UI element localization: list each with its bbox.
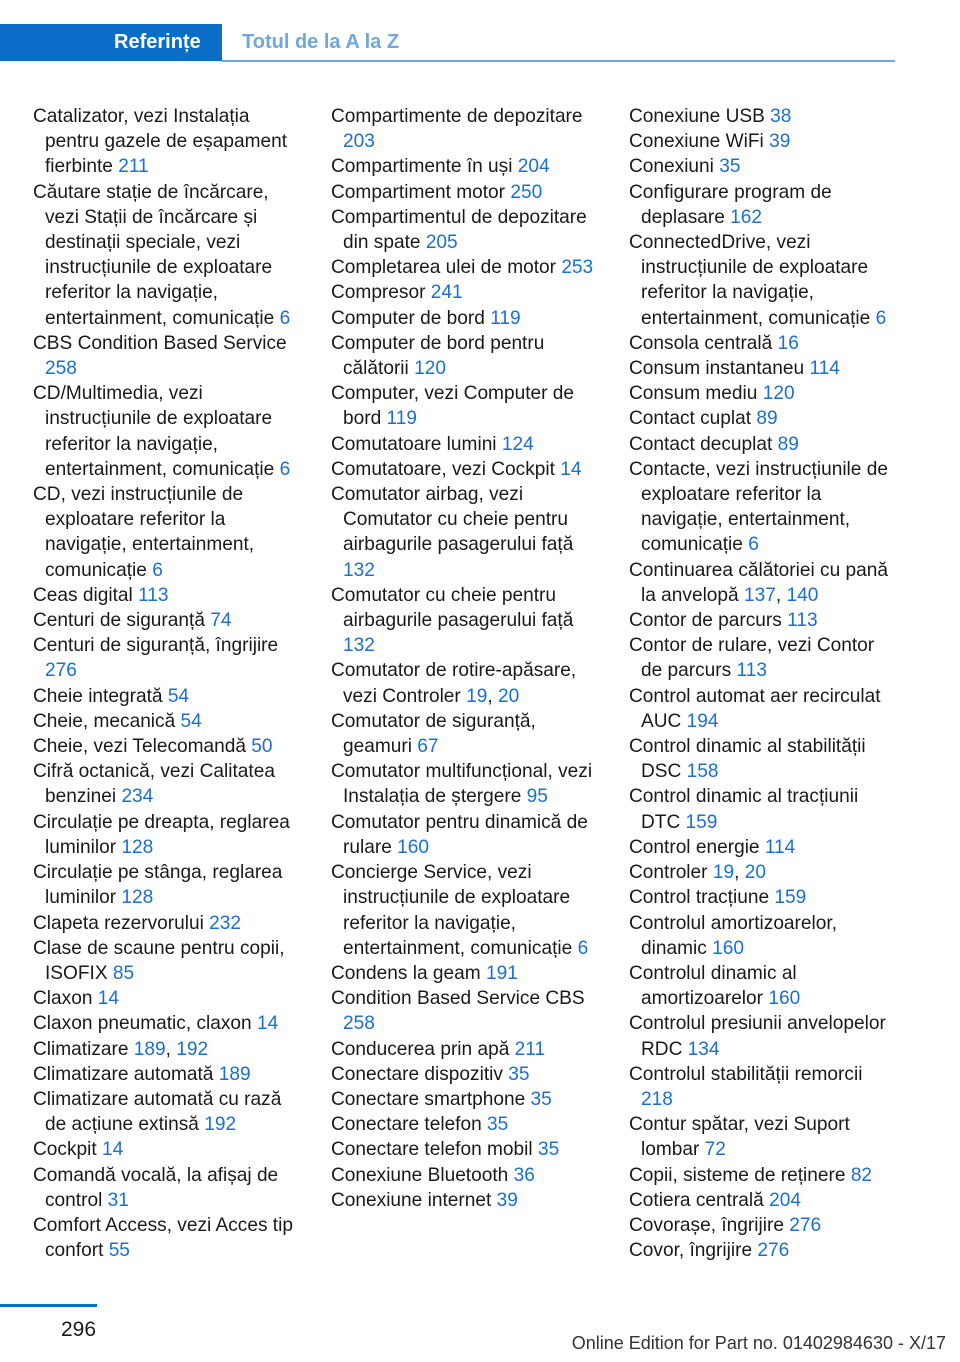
page-link[interactable]: 113: [138, 584, 169, 606]
page-link[interactable]: 113: [736, 660, 767, 682]
page-link[interactable]: 35: [537, 1139, 560, 1161]
page-link[interactable]: 140: [786, 584, 819, 606]
index-entry: [33, 482, 305, 583]
index-entry: [331, 306, 603, 331]
index-entry: [629, 406, 899, 431]
index-entry: [629, 684, 899, 734]
page-link[interactable]: 114: [809, 358, 840, 380]
index-entry: [629, 633, 899, 683]
page-link[interactable]: 258: [343, 1013, 375, 1035]
page-link[interactable]: 250: [510, 181, 543, 203]
page-link[interactable]: 194: [686, 710, 719, 732]
entry-text: Conectare telefon mobil: [331, 1139, 538, 1161]
page-link[interactable]: 191: [485, 962, 518, 984]
index-entry: [331, 583, 603, 659]
page-link[interactable]: 72: [704, 1139, 726, 1161]
index-entry: [629, 129, 899, 154]
page-link[interactable]: 20: [497, 685, 520, 707]
page-link[interactable]: 31: [107, 1189, 129, 1211]
index-entry: [331, 154, 603, 179]
page-link[interactable]: 67: [417, 736, 439, 758]
index-entry: [629, 356, 899, 381]
index-entry: [331, 759, 603, 809]
page-link[interactable]: 159: [685, 811, 718, 833]
page-link[interactable]: 19: [712, 862, 735, 884]
entry-text: CBS Condition Based Service: [33, 332, 287, 354]
page-link[interactable]: 89: [756, 408, 778, 430]
entry-text: Centuri de siguranță: [33, 610, 211, 632]
page-link[interactable]: 119: [490, 307, 521, 329]
entry-text: ConnectedDrive, vezi instrucțiunile de exploatare referitor la navigație, entertainment, comunicație: [629, 232, 876, 329]
index-entry: [33, 104, 305, 180]
index-entry: [629, 1238, 899, 1263]
page-link[interactable]: 204: [517, 156, 550, 178]
entry-text: Contacte, vezi instrucțiunile de exploatare referitor la navigație, entertainment, comunicație: [629, 458, 888, 556]
entry-text: Cotiera centrală: [629, 1189, 770, 1211]
index-entry: [629, 230, 899, 331]
index-entry: [629, 1188, 899, 1213]
entry-text: Claxon: [33, 988, 98, 1010]
page-link[interactable]: 120: [762, 383, 795, 405]
page-link[interactable]: 120: [414, 358, 446, 380]
page-link[interactable]: 234: [121, 786, 154, 808]
entry-text: Completarea ulei de motor: [331, 257, 562, 279]
index-entry: [331, 432, 603, 457]
page-link[interactable]: 211: [118, 156, 149, 178]
index-entry: [629, 961, 899, 1011]
index-entry: [331, 457, 603, 482]
page-link[interactable]: 124: [501, 433, 534, 455]
entry-text: Consola centrală: [629, 332, 778, 354]
entry-text: Computer, vezi Computer de bord: [331, 383, 575, 430]
entry-text: Condens la geam: [331, 962, 486, 984]
page-link[interactable]: 189: [133, 1038, 166, 1060]
index-entry: [33, 759, 305, 809]
entry-text: CD/Multimedia, vezi instrucțiunile de exploatare referitor la navigație, entertainment, comunicație: [33, 383, 280, 480]
page-link[interactable]: 6: [875, 307, 887, 329]
entry-text: Configurare program de deplasare: [629, 181, 832, 228]
index-column-2: [331, 104, 603, 1213]
entry-text: Conexiune Bluetooth: [331, 1164, 514, 1186]
index-entry: [33, 1011, 305, 1036]
entry-text: Comutator multifuncțional, vezi Instalația de ștergere: [331, 761, 593, 808]
index-entry: [33, 684, 305, 709]
entry-text: Circulație pe stânga, reglarea luminilor: [33, 862, 283, 909]
entry-text: Conexiune USB: [629, 106, 771, 127]
index-entry: [33, 709, 305, 734]
index-entry: [629, 1011, 899, 1061]
page-link[interactable]: 82: [850, 1164, 873, 1186]
page-link[interactable]: 158: [686, 761, 719, 783]
entry-text: Concierge Service, vezi instrucțiunile de exploatare referitor la navigație, entertainment, comunicație: [331, 862, 578, 959]
page-link[interactable]: 276: [789, 1214, 822, 1236]
entry-text: Control dinamic al stabilității DSC: [629, 736, 866, 783]
entry-text: Contor de parcurs: [629, 610, 788, 632]
index-entry: [629, 154, 899, 179]
entry-text: Controler: [629, 862, 713, 884]
index-entry: [331, 280, 603, 305]
index-entry: [33, 1163, 305, 1213]
page-link[interactable]: 232: [209, 912, 242, 934]
index-entry: [33, 1213, 305, 1263]
index-entry: [331, 709, 603, 759]
page-link[interactable]: 35: [487, 1114, 509, 1136]
entry-text: Comutator pentru dinamică de rulare: [331, 811, 588, 858]
entry-text: Copii, sisteme de reținere: [629, 1164, 851, 1186]
entry-text: Cheie, vezi Telecomandă: [33, 736, 252, 758]
page-link[interactable]: 14: [101, 1139, 124, 1161]
index-entry: [33, 608, 305, 633]
entry-text: Centuri de siguranță, îngrijire: [33, 635, 279, 657]
entry-text: Comutator cu cheie pentru airbagurile pasagerului față: [331, 584, 574, 632]
page-link[interactable]: 211: [514, 1038, 546, 1060]
index-column-3: [629, 104, 899, 1263]
entry-text: Comfort Access, vezi Acces tip confort: [33, 1214, 293, 1262]
entry-text: Climatizare automată cu rază de acțiune extinsă: [33, 1088, 282, 1136]
entry-text: Contact decuplat: [629, 433, 778, 455]
index-entry: [629, 180, 899, 230]
entry-text: Comutator de rotire-apăsare, vezi Controler: [331, 660, 577, 707]
index-entry: [331, 1112, 603, 1137]
page-link[interactable]: 203: [343, 131, 375, 153]
entry-text: Contact cuplat: [629, 408, 757, 430]
entry-text: Căutare stație de încărcare, vezi Stații de încărcare și destinații speciale, vezi instrucțiunile de exploatare referitor la navigație, entertainment, comunicație: [33, 181, 280, 329]
page-link[interactable]: 6: [152, 559, 163, 581]
index-entry: [629, 1062, 899, 1112]
entry-text: Catalizator, vezi Instalația pentru gazele de eșapament fierbinte: [33, 106, 288, 178]
entry-text: Covorașe, îngrijire: [629, 1214, 790, 1236]
index-entry: [331, 1062, 603, 1087]
entry-text: Ceas digital: [33, 584, 139, 606]
index-entry: [331, 180, 603, 205]
page-link[interactable]: 276: [45, 660, 77, 682]
page-link[interactable]: 192: [176, 1038, 209, 1060]
tab-a-to-z[interactable]: Totul de la A la Z: [242, 31, 400, 53]
entry-text: Cheie, mecanică: [33, 710, 181, 732]
index-entry: [33, 583, 305, 608]
index-entry: [33, 1062, 305, 1087]
entry-text: Circulație pe dreapta, reglarea luminilor: [33, 811, 290, 858]
index-entry: [331, 810, 603, 860]
index-entry: [629, 784, 899, 834]
index-entry: [331, 986, 603, 1036]
entry-text: Continuarea călătoriei cu pană la anvelopă: [629, 559, 888, 606]
entry-text: Climatizare automată: [33, 1063, 219, 1085]
page-link[interactable]: 39: [769, 131, 791, 153]
index-entry: [33, 986, 305, 1011]
index-entry: [331, 205, 603, 255]
index-entry: [33, 734, 305, 759]
page-link[interactable]: 50: [251, 736, 273, 758]
entry-text: Cheie integrată: [33, 685, 168, 707]
entry-text: Control automat aer recirculat AUC: [629, 685, 881, 732]
entry-text: Compartimente în uși: [331, 156, 518, 178]
page-link[interactable]: 162: [730, 206, 763, 228]
index-entry: [331, 1163, 603, 1188]
page-link[interactable]: 134: [687, 1038, 720, 1060]
page-link[interactable]: 132: [343, 559, 375, 581]
page-link[interactable]: 19: [466, 685, 488, 707]
page-link[interactable]: 160: [768, 988, 801, 1010]
entry-text: Control dinamic al tracțiunii DTC: [629, 786, 859, 833]
page-link[interactable]: 74: [210, 610, 232, 632]
page-link[interactable]: 159: [774, 887, 807, 909]
tab-references[interactable]: Referințe: [0, 24, 222, 61]
index-entry: [331, 482, 603, 583]
page-link[interactable]: 20: [744, 862, 766, 884]
page-link[interactable]: 6: [748, 534, 759, 556]
index-entry: [629, 608, 899, 633]
index-entry: [629, 1213, 899, 1238]
page-link[interactable]: 204: [769, 1189, 801, 1211]
entry-text: Comutatoare lumini: [331, 433, 502, 455]
page-link[interactable]: 6: [577, 937, 589, 959]
page-number: 296: [61, 1318, 97, 1341]
entry-text: Compresor: [331, 282, 431, 304]
index-entry: [33, 381, 305, 482]
index-entry: Controler 19, 20: [629, 862, 766, 884]
index-column-1: [33, 104, 305, 1263]
index-entry: [33, 860, 305, 910]
index-entry: [331, 860, 603, 961]
index-entry: [33, 180, 305, 331]
page-link[interactable]: 95: [526, 786, 548, 808]
entry-text: Contur spătar, vezi Suport lombar: [629, 1114, 850, 1161]
entry-text: Control energie: [629, 836, 765, 858]
page-link[interactable]: 85: [112, 962, 135, 984]
entry-text: Comandă vocală, la afișaj de control: [33, 1164, 279, 1211]
page-link[interactable]: 54: [180, 710, 202, 732]
entry-text: Conectare smartphone: [331, 1088, 531, 1110]
index-entry: [33, 331, 305, 381]
index-entry: [629, 885, 899, 910]
entry-text: Conectare telefon: [331, 1114, 488, 1136]
index-entry: [629, 1112, 899, 1162]
entry-text: Covor, îngrijire: [629, 1240, 758, 1262]
page-link[interactable]: 6: [279, 458, 291, 480]
entry-text: Controlul presiunii anvelopelor RDC: [629, 1013, 886, 1060]
index-entry: [629, 911, 899, 961]
page-link[interactable]: 6: [279, 307, 291, 329]
page-link[interactable]: 189: [218, 1063, 251, 1085]
page-link[interactable]: 14: [97, 988, 119, 1010]
index-entry: [331, 331, 603, 381]
entry-text: Consum mediu: [629, 383, 763, 405]
index-entry: [331, 1087, 603, 1112]
page-link[interactable]: 276: [757, 1240, 790, 1262]
page-link[interactable]: 35: [530, 1088, 552, 1110]
index-entry: [33, 911, 305, 936]
index-entry: Climatizare 189, 192: [33, 1038, 209, 1060]
entry-text: Control tracțiune: [629, 887, 775, 909]
page-link[interactable]: 14: [560, 458, 582, 480]
page-link[interactable]: 192: [204, 1114, 237, 1136]
entry-text: Clapeta rezervorului: [33, 912, 210, 934]
entry-text: Conectare dispozitiv: [331, 1063, 509, 1085]
page-link[interactable]: 128: [121, 887, 154, 909]
entry-text: Comutator airbag, vezi Comutator cu cheie pentru airbagurile pasagerului față: [331, 484, 574, 556]
page-link[interactable]: 137: [743, 584, 776, 606]
entry-text: Computer de bord pentru călătorii: [331, 332, 545, 380]
entry-text: CD, vezi instrucțiunile de exploatare referitor la navigație, entertainment, comunicație: [33, 484, 255, 581]
index-entry: [33, 1137, 305, 1162]
entry-text: Controlul stabilității remorcii: [629, 1063, 863, 1085]
page-link[interactable]: 114: [764, 836, 796, 858]
index-entry: Comutator de rotire-apăsare, vezi Controler 19, 20: [331, 660, 577, 707]
entry-text: Contor de rulare, vezi Contor de parcurs: [629, 635, 875, 682]
page-link[interactable]: 132: [343, 635, 375, 657]
page-link[interactable]: 253: [561, 257, 594, 279]
index-entry: [629, 835, 899, 860]
page-link[interactable]: 128: [121, 836, 154, 858]
entry-text: Claxon pneumatic, claxon: [33, 1013, 257, 1035]
entry-text: Condition Based Service CBS: [331, 988, 585, 1010]
entry-text: Compartimente de depozitare: [331, 106, 583, 127]
page-link[interactable]: 241: [430, 282, 463, 304]
page-link[interactable]: 89: [777, 433, 799, 455]
index-entry: [331, 104, 603, 154]
index-entry: [629, 432, 899, 457]
entry-text: Cockpit: [33, 1139, 102, 1161]
page-link[interactable]: 36: [513, 1164, 535, 1186]
entry-text: Conexiuni: [629, 156, 720, 178]
page-link[interactable]: 218: [641, 1088, 673, 1110]
index-entry: [629, 331, 899, 356]
index-entry: Continuarea călătoriei cu pană la anvelopă 137, 140: [629, 559, 888, 606]
entry-text: Conducerea prin apă: [331, 1038, 515, 1060]
entry-text: Cifră octanică, vezi Calitatea benzinei: [33, 761, 275, 808]
index-entry: [629, 457, 899, 558]
index-entry: [331, 255, 603, 280]
index-entry: [331, 381, 603, 431]
index-entry: [629, 734, 899, 784]
index-entry: [331, 1137, 603, 1162]
page-link[interactable]: 35: [508, 1063, 530, 1085]
page-link[interactable]: 16: [777, 332, 799, 354]
index-entry: [629, 104, 899, 129]
entry-text: Comutatoare, vezi Cockpit: [331, 458, 561, 480]
index-entry: [33, 1087, 305, 1137]
index-entry: [629, 1163, 899, 1188]
page-link[interactable]: 119: [386, 408, 417, 430]
index-entry: [33, 936, 305, 986]
page-link[interactable]: 39: [496, 1189, 518, 1211]
page-link[interactable]: 55: [108, 1240, 130, 1262]
index-entry: [331, 1037, 603, 1062]
entry-text: Consum instantaneu: [629, 358, 810, 380]
entry-text: Compartiment motor: [331, 181, 511, 203]
page-link[interactable]: 38: [770, 106, 792, 127]
index-entry: [331, 961, 603, 986]
entry-text: Clase de scaune pentru copii, ISOFIX: [33, 937, 285, 984]
entry-text: Compartimentul de depozitare din spate: [331, 206, 587, 254]
index-entry: [629, 381, 899, 406]
page-link[interactable]: 35: [719, 156, 741, 178]
entry-text: Conexiune internet: [331, 1189, 497, 1211]
page-link[interactable]: 14: [256, 1013, 279, 1035]
entry-text: Climatizare: [33, 1038, 134, 1060]
entry-text: Comutator de siguranță, geamuri: [331, 710, 536, 758]
page-link[interactable]: 160: [397, 836, 429, 858]
page-link[interactable]: 113: [787, 610, 818, 632]
entry-text: Conexiune WiFi: [629, 131, 770, 153]
entry-text: Controlul amortizoarelor, dinamic: [629, 912, 837, 959]
entry-text: Computer de bord: [331, 307, 491, 329]
page-link[interactable]: 258: [45, 358, 77, 380]
page-link[interactable]: 160: [712, 937, 744, 959]
page-link[interactable]: 205: [425, 232, 458, 254]
page-link[interactable]: 54: [167, 685, 190, 707]
edition-note: Online Edition for Part no. 01402984630 - X/17: [571, 1333, 946, 1353]
footer-accent-line: [0, 1304, 97, 1307]
index-entry: [33, 633, 305, 683]
index-entry: [331, 1188, 603, 1213]
index-entry: [33, 810, 305, 860]
entry-text: Controlul dinamic al amortizoarelor: [629, 962, 797, 1010]
header-divider: [222, 60, 895, 62]
